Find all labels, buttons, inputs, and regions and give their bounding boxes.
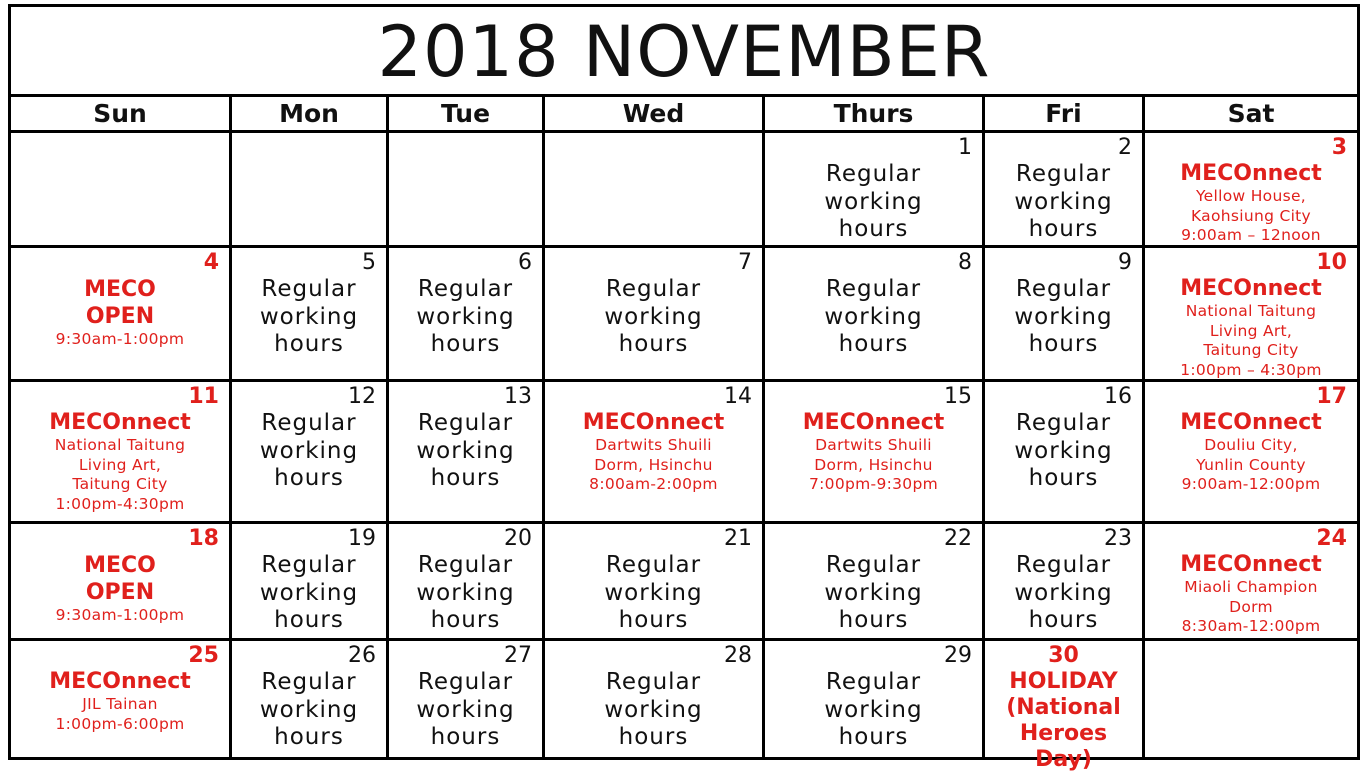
day-cell-16	[985, 382, 1145, 524]
regular-hours-text: Regular	[261, 552, 357, 578]
day-cell-23	[985, 524, 1145, 641]
event-detail: Dartwits Shuili	[595, 436, 712, 454]
day-cell-22	[765, 524, 985, 641]
day-number: 2	[1118, 135, 1132, 160]
day-number: 10	[1316, 250, 1347, 275]
regular-hours-text: working	[604, 696, 703, 723]
regular-hours-text: Regular	[825, 552, 922, 578]
event-detail: 9:00am-12:00pm	[1181, 475, 1321, 493]
event-detail: Douliu City,	[1204, 436, 1298, 454]
weekday-header-mon: Mon	[232, 97, 389, 133]
event-detail: 9:30am-1:00pm	[55, 330, 185, 348]
day-cell-17	[1145, 382, 1357, 524]
regular-hours-text: Regular	[605, 276, 702, 302]
empty-day-cell	[389, 133, 545, 248]
regular-hours-text: hours	[838, 607, 909, 633]
day-cell-19	[232, 524, 389, 641]
regular-hours-text: Regular	[261, 276, 357, 302]
event-detail: 1:00pm-4:30pm	[55, 494, 185, 513]
day-number: 24	[1316, 526, 1347, 551]
event-detail: Living Art,	[78, 455, 162, 474]
regular-hours-text: hours	[838, 216, 909, 242]
regular-hours-text: working	[259, 696, 359, 723]
event-detail: Dorm, Hsinchu	[594, 455, 713, 474]
regular-hours-text: hours	[430, 331, 501, 357]
day-number: 4	[203, 250, 219, 275]
regular-hours-text: working	[824, 696, 923, 723]
regular-hours-text: Regular	[417, 410, 514, 436]
event-detail: 8:00am-2:00pm	[589, 475, 718, 493]
regular-hours-text: Regular	[605, 669, 702, 695]
event-title: MECO	[84, 277, 156, 302]
event-detail: 7:00pm-9:30pm	[809, 475, 938, 493]
day-cell-30	[985, 641, 1145, 772]
event-title: MECOnnect	[802, 410, 945, 435]
event-detail: National Taitung	[54, 436, 186, 454]
day-cell-3	[1145, 133, 1357, 248]
event-detail: 9:00am – 12noon	[1181, 226, 1321, 244]
day-number: 20	[504, 526, 532, 551]
regular-hours-text: working	[604, 303, 703, 330]
event-detail: Taitung City	[72, 475, 168, 493]
holiday-text: Day)	[1035, 747, 1092, 772]
day-number: 16	[1104, 384, 1132, 409]
calendar-grid	[11, 97, 1357, 772]
regular-hours-text: hours	[838, 724, 909, 750]
regular-hours-text: Regular	[1015, 552, 1112, 578]
regular-hours-text: Regular	[417, 552, 514, 578]
day-cell-7	[545, 248, 765, 382]
empty-day-cell	[1145, 641, 1357, 757]
event-detail: National Taitung	[1185, 302, 1317, 320]
weekday-header-wed: Wed	[545, 97, 765, 133]
day-number: 15	[944, 384, 972, 409]
regular-hours-text: hours	[274, 724, 344, 750]
event-detail: 1:00pm-6:00pm	[55, 714, 185, 733]
day-cell-14	[545, 382, 765, 524]
regular-hours-text: Regular	[605, 552, 702, 578]
day-cell-21	[545, 524, 765, 641]
regular-hours-text: working	[1014, 437, 1113, 464]
regular-hours-text: hours	[838, 331, 909, 357]
event-title: MECOnnect	[582, 410, 725, 435]
regular-hours-text: hours	[618, 724, 689, 750]
day-number: 23	[1104, 526, 1132, 551]
regular-hours-text: working	[824, 303, 923, 330]
day-number: 7	[738, 250, 752, 275]
event-title: MECOnnect	[1180, 410, 1322, 435]
day-number: 13	[504, 384, 532, 409]
weekday-header-fri: Fri	[985, 97, 1145, 133]
event-title: MECOnnect	[1180, 276, 1322, 301]
day-cell-29	[765, 641, 985, 757]
event-detail: Living Art,	[1209, 321, 1293, 340]
day-number: 27	[504, 643, 532, 668]
regular-hours-text: hours	[1028, 216, 1099, 242]
regular-hours-text: working	[824, 579, 923, 606]
regular-hours-text: working	[604, 579, 703, 606]
regular-hours-text: Regular	[825, 276, 922, 302]
day-number: 14	[724, 384, 752, 409]
day-cell-9	[985, 248, 1145, 382]
regular-hours-text: Regular	[417, 669, 514, 695]
day-cell-28	[545, 641, 765, 757]
regular-hours-text: working	[824, 188, 923, 215]
regular-hours-text: Regular	[825, 669, 922, 695]
day-number: 17	[1316, 384, 1347, 409]
regular-hours-text: hours	[1028, 465, 1099, 491]
event-detail: 9:30am-1:00pm	[55, 606, 185, 624]
day-cell-12	[232, 382, 389, 524]
day-cell-10	[1145, 248, 1357, 382]
event-detail: Yellow House,	[1195, 187, 1307, 205]
calendar	[8, 4, 1360, 772]
event-detail: Dorm	[1229, 597, 1273, 616]
weekday-header-thurs: Thurs	[765, 97, 985, 133]
day-number: 21	[724, 526, 752, 551]
regular-hours-text: hours	[274, 465, 344, 491]
regular-hours-text: working	[416, 437, 515, 464]
regular-hours-text: working	[416, 303, 515, 330]
event-title: MECOnnect	[49, 669, 191, 694]
event-detail: Yunlin County	[1196, 455, 1306, 474]
day-number: 9	[1118, 250, 1132, 275]
event-title: OPEN	[85, 304, 155, 329]
regular-hours-text: hours	[274, 331, 344, 357]
day-number: 25	[188, 643, 219, 668]
day-cell-2	[985, 133, 1145, 248]
regular-hours-text: working	[1014, 188, 1113, 215]
event-detail: Dartwits Shuili	[815, 436, 932, 454]
day-number: 11	[188, 384, 219, 409]
event-title: MECO	[84, 553, 156, 578]
event-title: OPEN	[85, 580, 155, 605]
regular-hours-text: hours	[1028, 331, 1099, 357]
event-detail: Dorm, Hsinchu	[814, 455, 933, 474]
day-cell-13	[389, 382, 545, 524]
regular-hours-text: working	[1014, 303, 1113, 330]
day-cell-20	[389, 524, 545, 641]
event-detail: Miaoli Champion	[1184, 578, 1318, 596]
day-cell-5	[232, 248, 389, 382]
day-cell-1	[765, 133, 985, 248]
regular-hours-text: working	[416, 579, 515, 606]
day-cell-27	[389, 641, 545, 757]
regular-hours-text: working	[1014, 579, 1113, 606]
regular-hours-text: Regular	[1015, 276, 1112, 302]
day-cell-11	[11, 382, 232, 524]
regular-hours-text: hours	[274, 607, 344, 633]
holiday-text: HOLIDAY	[1009, 669, 1118, 694]
day-number: 19	[348, 526, 376, 551]
empty-day-cell	[232, 133, 389, 248]
day-number: 6	[518, 250, 532, 275]
regular-hours-text: hours	[618, 607, 689, 633]
day-number: 30	[1048, 643, 1079, 668]
weekday-header-sat: Sat	[1145, 97, 1357, 133]
day-number: 18	[188, 526, 219, 551]
regular-hours-text: hours	[618, 331, 689, 357]
holiday-text: (National	[1006, 695, 1121, 720]
event-title: MECOnnect	[1180, 161, 1322, 186]
weekday-header-sun: Sun	[11, 97, 232, 133]
empty-day-cell	[11, 133, 232, 248]
regular-hours-text: Regular	[417, 276, 514, 302]
event-detail: 1:00pm – 4:30pm	[1180, 360, 1322, 379]
day-cell-15	[765, 382, 985, 524]
day-number: 29	[944, 643, 972, 668]
day-number: 8	[958, 250, 972, 275]
calendar-title: 2018 NOVEMBER	[11, 7, 1357, 97]
regular-hours-text: working	[259, 437, 359, 464]
event-title: MECOnnect	[49, 410, 191, 435]
event-detail: JIL Tainan	[82, 695, 158, 713]
regular-hours-text: Regular	[1015, 161, 1112, 187]
regular-hours-text: hours	[1028, 607, 1099, 633]
day-cell-4	[11, 248, 232, 382]
day-cell-18	[11, 524, 232, 641]
regular-hours-text: Regular	[825, 161, 922, 187]
empty-day-cell	[545, 133, 765, 248]
regular-hours-text: working	[259, 303, 359, 330]
day-number: 28	[724, 643, 752, 668]
regular-hours-text: working	[259, 579, 359, 606]
day-cell-24	[1145, 524, 1357, 641]
day-cell-25	[11, 641, 232, 757]
regular-hours-text: Regular	[261, 669, 357, 695]
event-detail: Taitung City	[1203, 341, 1299, 359]
day-number: 22	[944, 526, 972, 551]
day-cell-6	[389, 248, 545, 382]
regular-hours-text: Regular	[1015, 410, 1112, 436]
regular-hours-text: Regular	[261, 410, 357, 436]
regular-hours-text: working	[416, 696, 515, 723]
day-number: 3	[1331, 135, 1347, 160]
day-cell-26	[232, 641, 389, 757]
day-cell-8	[765, 248, 985, 382]
regular-hours-text: hours	[430, 607, 501, 633]
event-detail: Kaohsiung City	[1190, 206, 1312, 225]
day-number: 1	[958, 135, 972, 160]
day-number: 5	[362, 250, 376, 275]
event-detail: 8:30am-12:00pm	[1181, 617, 1321, 635]
regular-hours-text: hours	[430, 724, 501, 750]
holiday-text: Heroes	[1019, 721, 1108, 746]
day-number: 26	[348, 643, 376, 668]
regular-hours-text: hours	[430, 465, 501, 491]
weekday-header-tue: Tue	[389, 97, 545, 133]
day-number: 12	[348, 384, 376, 409]
event-title: MECOnnect	[1180, 552, 1322, 577]
